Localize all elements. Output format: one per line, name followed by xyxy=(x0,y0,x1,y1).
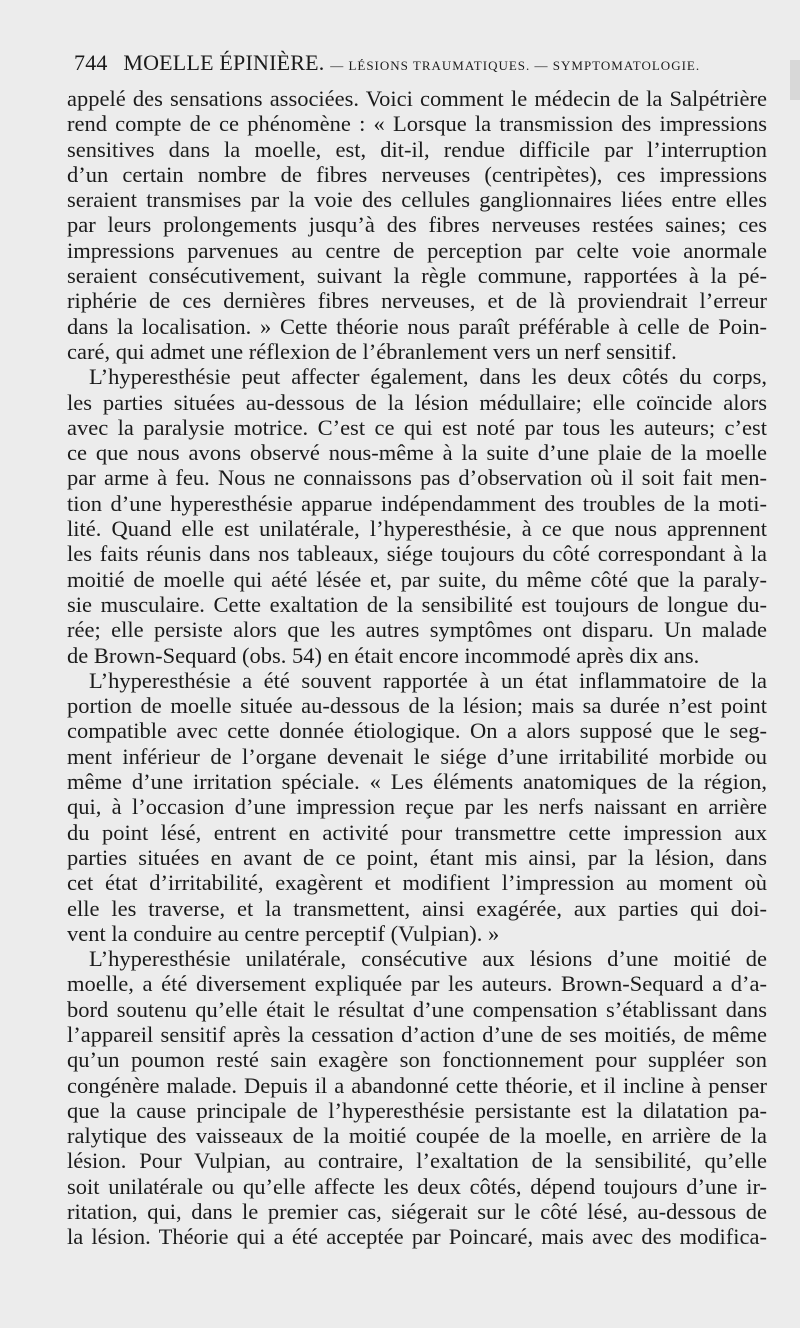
chapter-title: MOELLE ÉPINIÈRE. xyxy=(123,50,325,75)
text-line: congénère malade. Depuis il a abandonné cette théorie, et il incline à penser xyxy=(67,1072,767,1098)
text-line: tion d’une hyperesthésie apparue indépendamment des troubles de la moti- xyxy=(67,490,767,516)
text-line: rée; elle persiste alors que les autres symptômes ont disparu. Un malade xyxy=(67,617,767,643)
text-line: sensitives dans la moelle, est, dit-il, rendue difficile par l’interruption xyxy=(67,136,767,162)
text-line: rend compte de ce phénomène : « Lorsque la transmission des impressions xyxy=(67,111,767,137)
text-line: L’hyperesthésie a été souvent rapportée à un état inflammatoire de la xyxy=(89,667,767,693)
text-line: moitié de moelle qui aété lésée et, par suite, du même côté que la paraly- xyxy=(67,566,767,592)
body-text xyxy=(67,86,767,1250)
text-line: seraient transmises par la voie des cellules ganglionnaires liées entre elles xyxy=(67,187,767,213)
text-line: parties situées en avant de ce point, étant mis ainsi, par la lésion, dans xyxy=(67,844,767,870)
text-line: que la cause principale de l’hyperesthésie persistante est la dilatation pa- xyxy=(67,1097,767,1123)
page-number: 744 xyxy=(74,50,108,75)
text-line: appelé des sensations associées. Voici comment le médecin de la Salpétrière xyxy=(67,86,767,111)
text-line: compatible avec cette donnée étiologique. On a alors supposé que le seg- xyxy=(67,718,767,744)
text-line: sie musculaire. Cette exaltation de la sensibilité est toujours de longue du- xyxy=(67,591,767,617)
text-line: d’un certain nombre de fibres nerveuses (centripètes), ces impressions xyxy=(67,161,767,187)
text-line: L’hyperesthésie peut affecter également, dans les deux côtés du corps, xyxy=(89,364,767,390)
running-header xyxy=(74,50,701,76)
text-line: dans la localisation. » Cette théorie nous paraît préférable à celle de Poin- xyxy=(67,313,767,339)
text-line: vent la conduire au centre perceptif (Vulpian). » xyxy=(67,920,500,946)
text-line: moelle, a été diversement expliquée par les auteurs. Brown-Sequard a d’a- xyxy=(67,971,767,997)
text-line: de Brown-Sequard (obs. 54) en était encore incommodé après dix ans. xyxy=(67,642,700,668)
text-line: soit unilatérale ou qu’elle affecte les deux côtés, dépend toujours d’une ir- xyxy=(67,1173,767,1199)
text-line: ce que nous avons observé nous-même à la suite d’une plaie de la moelle xyxy=(67,440,767,466)
text-line: ment inférieur de l’organe devenait le siége d’une irritabilité morbide ou xyxy=(67,743,767,769)
text-line: la lésion. Théorie qui a été acceptée par Poincaré, mais avec des modifica- xyxy=(67,1224,767,1250)
text-line: caré, qui admet une réflexion de l’ébranlement vers un nerf sensitif. xyxy=(67,338,677,364)
page-edge-shadow xyxy=(790,60,800,100)
text-line: lésion. Pour Vulpian, au contraire, l’exaltation de la sensibilité, qu’elle xyxy=(67,1148,767,1174)
section-title: — LÉSIONS TRAUMATIQUES. — SYMPTOMATOLOGIE. xyxy=(330,58,701,73)
text-line: bord soutenu qu’elle était le résultat d’une compensation s’établissant dans xyxy=(67,996,767,1022)
text-line: par arme à feu. Nous ne connaissons pas d’observation où il soit fait men- xyxy=(67,465,767,491)
text-line: portion de moelle située au-dessous de la lésion; mais sa durée n’est point xyxy=(67,693,767,719)
text-line: seraient consécutivement, suivant la règle commune, rapportées à la pé- xyxy=(67,263,767,289)
text-line: cet état d’irritabilité, exagèrent et modifient l’impression au moment où xyxy=(67,870,767,896)
text-line: l’appareil sensitif après la cessation d’action d’une de ses moitiés, de même xyxy=(67,1021,767,1047)
text-line: impressions parvenues au centre de perception par celte voie anormale xyxy=(67,237,767,263)
text-line: qu’un poumon resté sain exagère son fonctionnement pour suppléer son xyxy=(67,1047,767,1073)
text-line: les faits réunis dans nos tableaux, siége toujours du côté correspondant à la xyxy=(67,541,767,567)
text-line: elle les traverse, et la transmettent, ainsi exagérée, aux parties qui doi- xyxy=(67,895,767,921)
text-line: qui, à l’occasion d’une impression reçue par les nerfs naissant en arrière xyxy=(67,794,767,820)
text-line: par leurs prolongements jusqu’à des fibres nerveuses restées saines; ces xyxy=(67,212,767,238)
text-line: ralytique des vaisseaux de la moitié coupée de la moelle, en arrière de la xyxy=(67,1123,767,1149)
text-line: ritation, qui, dans le premier cas, siégerait sur le côté lésé, au-dessous de xyxy=(67,1199,767,1225)
text-line: les parties situées au-dessous de la lésion médullaire; elle coïncide alors xyxy=(67,389,767,415)
text-line: avec la paralysie motrice. C’est ce qui est noté par tous les auteurs; c’est xyxy=(67,414,767,440)
text-line: même d’une irritation spéciale. « Les éléments anatomiques de la région, xyxy=(67,769,767,795)
text-line: du point lésé, entrent en activité pour transmettre cette impression aux xyxy=(67,819,767,845)
text-line: riphérie de ces dernières fibres nerveuses, et de là proviendrait l’erreur xyxy=(67,288,767,314)
text-line: lité. Quand elle est unilatérale, l’hyperesthésie, à ce que nous apprennent xyxy=(67,516,767,542)
text-line: L’hyperesthésie unilatérale, consécutive aux lésions d’une moitié de xyxy=(89,946,767,972)
